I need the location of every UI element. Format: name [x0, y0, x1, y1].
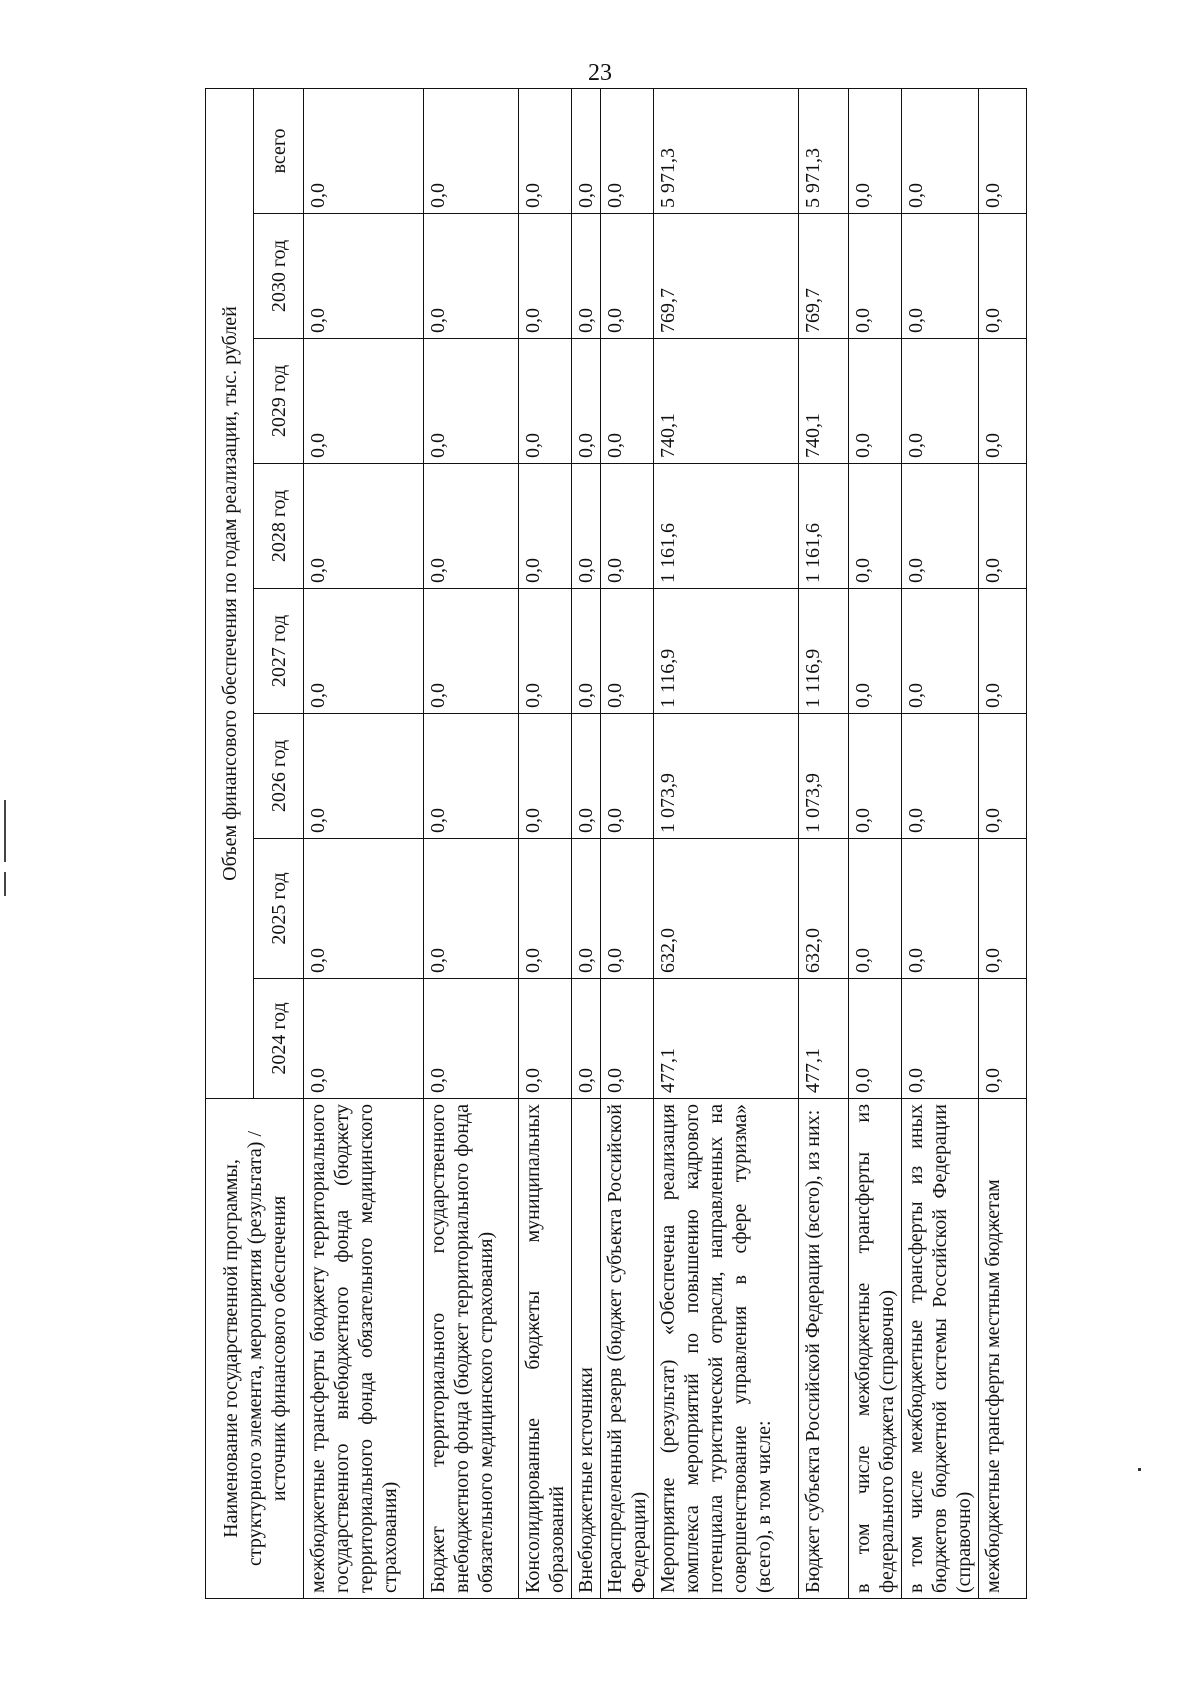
row-value: 0,0 [902, 979, 979, 1099]
row-value: 0,0 [601, 339, 654, 464]
row-value: 0,0 [424, 839, 519, 979]
row-name: Мероприятие (результат) «Обеспечена реализация комплекса мероприятий по повышению кадрового потенциала туристической отрасли, направленных на совершенствование управления в сфере туризма» (всего), в том числе: [654, 1099, 799, 1599]
margin-mark [4, 800, 6, 862]
row-value: 0,0 [424, 714, 519, 839]
row-value: 0,0 [849, 979, 902, 1099]
row-value: 0,0 [979, 214, 1027, 339]
row-value: 0,0 [304, 979, 424, 1099]
page-number: 23 [588, 60, 612, 86]
row-value: 0,0 [304, 214, 424, 339]
row-value: 0,0 [424, 214, 519, 339]
row-value: 1 161,6 [799, 464, 849, 589]
header-year-6: 2030 год [254, 214, 304, 339]
row-value: 5 971,3 [799, 88, 849, 213]
row-value: 0,0 [519, 589, 572, 714]
table-row [654, 88, 799, 1598]
row-value: 0,0 [304, 839, 424, 979]
row-value: 1 073,9 [799, 714, 849, 839]
row-name: Бюджет территориального государственного внебюджетного фонда (бюджет территориального фонда обязательного медицинского страхования) [424, 1099, 519, 1599]
header-year-0: 2024 год [254, 979, 304, 1099]
row-value: 740,1 [654, 339, 799, 464]
row-value: 0,0 [519, 339, 572, 464]
header-year-5: 2029 год [254, 339, 304, 464]
row-value: 5 971,3 [654, 88, 799, 213]
row-name: межбюджетные трансферты бюджету территориального государственного внебюджетного фонда (бюджету территориального фонда обязательного медицинского страхования) [304, 1099, 424, 1599]
table-row [849, 88, 902, 1598]
row-value: 769,7 [654, 214, 799, 339]
row-value: 0,0 [572, 979, 601, 1099]
row-value: 0,0 [424, 88, 519, 213]
table-row [601, 88, 654, 1598]
row-value: 0,0 [304, 714, 424, 839]
row-value: 0,0 [979, 464, 1027, 589]
row-value: 477,1 [654, 979, 799, 1099]
table-row [979, 88, 1027, 1598]
row-value: 0,0 [979, 839, 1027, 979]
row-value: 0,0 [849, 839, 902, 979]
header-year-1: 2025 год [254, 839, 304, 979]
row-value: 1 161,6 [654, 464, 799, 589]
row-name: межбюджетные трансферты местным бюджетам [979, 1099, 1027, 1599]
header-year-7: всего [254, 88, 304, 213]
row-value: 0,0 [519, 979, 572, 1099]
row-value: 0,0 [424, 464, 519, 589]
row-value: 0,0 [304, 464, 424, 589]
row-value: 0,0 [572, 214, 601, 339]
financing-table [205, 88, 1027, 1599]
row-value: 0,0 [424, 589, 519, 714]
row-value: 0,0 [979, 88, 1027, 213]
row-value: 0,0 [849, 214, 902, 339]
financing-table-rotated [205, 89, 1004, 1599]
row-value: 0,0 [902, 464, 979, 589]
row-value: 0,0 [519, 839, 572, 979]
row-name: в том числе межбюджетные трансферты из федерального бюджета (справочно) [849, 1099, 902, 1599]
header-year-2: 2026 год [254, 714, 304, 839]
row-value: 740,1 [799, 339, 849, 464]
row-name: Нераспределенный резерв (бюджет субъекта Российской Федерации) [601, 1099, 654, 1599]
table-row [902, 88, 979, 1598]
row-value: 0,0 [902, 214, 979, 339]
row-value: 0,0 [601, 979, 654, 1099]
table-row [572, 88, 601, 1598]
row-value: 0,0 [572, 714, 601, 839]
row-value: 0,0 [979, 979, 1027, 1099]
row-value: 1 116,9 [654, 589, 799, 714]
table-row [304, 88, 424, 1598]
row-value: 0,0 [519, 464, 572, 589]
row-value: 0,0 [304, 339, 424, 464]
row-value: 0,0 [849, 339, 902, 464]
row-value: 0,0 [304, 589, 424, 714]
row-value: 0,0 [902, 714, 979, 839]
row-value: 0,0 [849, 589, 902, 714]
row-value: 0,0 [849, 714, 902, 839]
header-year-4: 2028 год [254, 464, 304, 589]
row-value: 0,0 [902, 589, 979, 714]
row-value: 632,0 [799, 839, 849, 979]
row-value: 0,0 [572, 464, 601, 589]
row-value: 0,0 [979, 339, 1027, 464]
row-value: 1 116,9 [799, 589, 849, 714]
margin-mark [4, 872, 6, 896]
row-value: 0,0 [979, 589, 1027, 714]
row-value: 632,0 [654, 839, 799, 979]
row-name: в том числе межбюджетные трансферты из иных бюджетов бюджетной системы Российской Федерации (справочно) [902, 1099, 979, 1599]
header-name-column: Наименование государственной программы, структурного элемента, мероприятия (результата) / источник финансового обеспечения [206, 1099, 304, 1599]
row-value: 0,0 [572, 589, 601, 714]
row-value: 0,0 [902, 339, 979, 464]
row-value: 0,0 [572, 88, 601, 213]
row-value: 477,1 [799, 979, 849, 1099]
row-value: 0,0 [519, 88, 572, 213]
row-value: 1 073,9 [654, 714, 799, 839]
header-year-3: 2027 год [254, 589, 304, 714]
stray-dot [1138, 1468, 1141, 1471]
row-value: 0,0 [519, 714, 572, 839]
row-name: Бюджет субъекта Российской Федерации (всего), из них: [799, 1099, 849, 1599]
table-row [424, 88, 519, 1598]
row-value: 0,0 [572, 839, 601, 979]
row-value: 0,0 [601, 214, 654, 339]
table-row [799, 88, 849, 1598]
row-name: Консолидированные бюджеты муниципальных образований [519, 1099, 572, 1599]
row-value: 0,0 [902, 839, 979, 979]
row-value: 0,0 [304, 88, 424, 213]
row-value: 769,7 [799, 214, 849, 339]
row-value: 0,0 [601, 839, 654, 979]
row-value: 0,0 [849, 464, 902, 589]
row-value: 0,0 [979, 714, 1027, 839]
table-row [519, 88, 572, 1598]
row-value: 0,0 [601, 589, 654, 714]
row-value: 0,0 [601, 714, 654, 839]
row-value: 0,0 [424, 339, 519, 464]
row-value: 0,0 [601, 464, 654, 589]
row-name: Внебюджетные источники [572, 1099, 601, 1599]
header-financing-group: Объем финансового обеспечения по годам реализации, тыс. рублей [206, 88, 254, 1098]
row-value: 0,0 [601, 88, 654, 213]
row-value: 0,0 [519, 214, 572, 339]
row-value: 0,0 [849, 88, 902, 213]
row-value: 0,0 [572, 339, 601, 464]
row-value: 0,0 [424, 979, 519, 1099]
row-value: 0,0 [902, 88, 979, 213]
